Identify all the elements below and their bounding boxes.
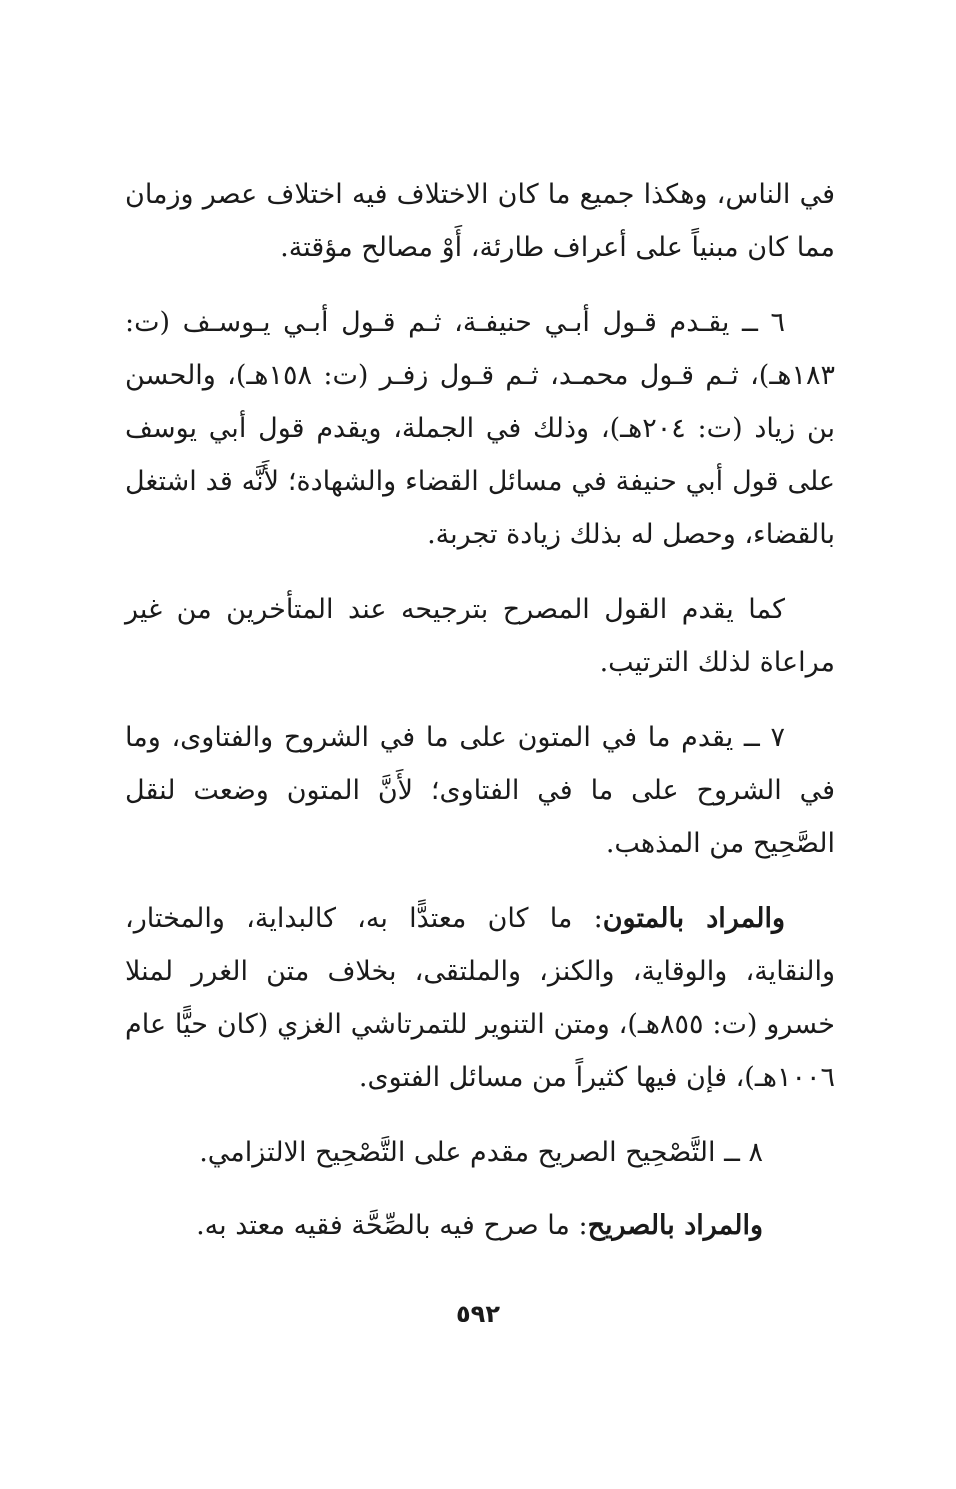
- sarih-term: والمراد بالصريح: [587, 1210, 763, 1241]
- paragraph-1-text: في الناس، وهكذا جميع ما كان الاختلاف فيه اختلاف عصر وزمان مما كان مبنياً على أعراف طارئة، أَوْ مصالح مؤقتة.: [125, 179, 835, 263]
- page-body: [125, 168, 835, 1272]
- paragraph-mutun-definition: [125, 892, 835, 1104]
- sarih-definition-line: [125, 1199, 835, 1252]
- paragraph-ordering-note-text: كما يقدم القول المصرح بترجيحه عند المتأخرين من غير مراعاة لذلك الترتيب.: [125, 594, 835, 678]
- paragraph-rule-6-text: ٦ ــ يقـدم قـول أبـي حنيفـة، ثـم قـول أبـي يـوسـف (ت: ١٨٣هـ)، ثـم قـول محمـد، ثـم قـول زفـر (ت: ١٥٨هـ)، والحسن بن زياد (ت: ٢٠٤هـ)، وذلك في الجملة، ويقدم قول أبي يوسف على قول أبي حنيفة في مسائل القضاء والشهادة؛ لأَنَّه قد اشتغل بالقضاء، وحصل له بذلك زيادة تجربة.: [125, 307, 836, 550]
- paragraph-ordering-note: [125, 583, 835, 689]
- paragraph-rule-7: [125, 711, 835, 870]
- paragraph-rule-6: [125, 296, 835, 561]
- mutun-term: والمراد بالمتون: [602, 903, 786, 934]
- paragraph-rule-7-text: ٧ ــ يقدم ما في المتون على ما في الشروح والفتاوى، وما في الشروح على ما في الفتاوى؛ لأَنَّ المتون وضعت لنقل الصَّحِيح من المذهب.: [125, 722, 835, 859]
- page-number: ٥٩٢: [456, 1300, 500, 1328]
- paragraph-1: [125, 168, 835, 274]
- sarih-definition-text: : ما صرح فيه بالصِّحَّة فقيه معتد به.: [196, 1210, 588, 1241]
- rule-8-line: [125, 1126, 835, 1179]
- mutun-definition-text: : ما كان معتدًّا به، كالبداية، والمختار، والنقاية، والوقاية، والكنز، والملتقى، بخلاف متن الغرر لمنلا خسرو (ت: ٨٥٥هـ)، ومتن التنوير للتمرتاشي الغزي (كان حيًّا عام ١٠٠٦هـ)، فإن فيها كثيراً من مسائل الفتوى.: [125, 903, 835, 1093]
- rule-8-text: ٨ ــ التَّصْحِيح الصريح مقدم على التَّصْحِيح الالتزامي.: [199, 1137, 763, 1168]
